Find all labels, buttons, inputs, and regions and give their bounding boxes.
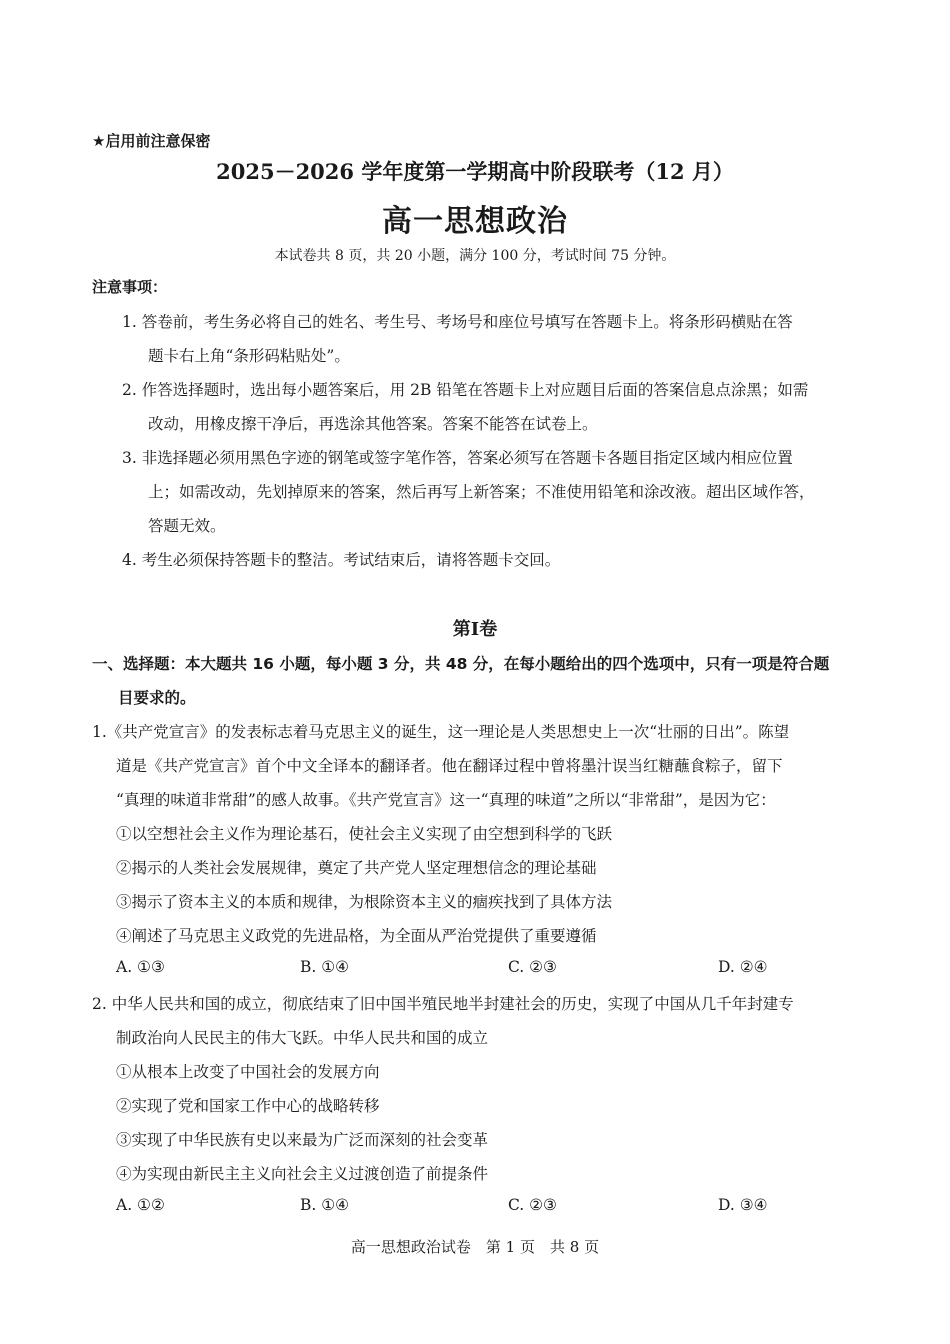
question-2-item: ②实现了党和国家工作中心的战略转移 <box>116 1097 380 1115</box>
note-line: 3. 非选择题必须用黑色字迹的钢笔或签字笔作答，答案必须写在答题卡各题目指定区域内相应位置 <box>122 449 793 467</box>
confidential-label: ★启用前注意保密 <box>92 132 211 150</box>
question-1-stem: “真理的味道非常甜”的感人故事。《共产党宣言》这一“真理的味道”之所以“非常甜”，是因为它： <box>116 791 776 809</box>
question-2-stem: 制政治向人民民主的伟大飞跃。中华人民共和国的成立 <box>116 1029 489 1047</box>
exam-info: 本试卷共 8 页，共 20 小题，满分 100 分，考试时间 75 分钟。 <box>274 248 676 264</box>
notes-heading: 注意事项： <box>92 278 168 296</box>
exam-title: 2025－2026 学年度第一学期高中阶段联考（12 月） <box>216 159 734 184</box>
note-line: 改动，用橡皮擦干净后，再选涂其他答案。答案不能答在试卷上。 <box>148 415 598 433</box>
question-1-option-a: A. ①③ <box>116 958 165 976</box>
note-line: 2. 作答选择题时，选出每小题答案后，用 2B 铅笔在答题卡上对应题目后面的答案信息点涂黑；如需 <box>122 381 809 399</box>
section-heading-cont: 目要求的。 <box>118 689 196 707</box>
note-line: 答题无效。 <box>148 517 226 535</box>
question-1-stem: 1.《共产党宣言》的发表标志着马克思主义的诞生，这一理论是人类思想史上一次“壮丽的日出”。陈望 <box>92 723 790 741</box>
part-title: 第Ⅰ卷 <box>452 619 498 640</box>
question-2-item: ①从根本上改变了中国社会的发展方向 <box>116 1063 380 1081</box>
note-line: 1. 答卷前，考生务必将自己的姓名、考生号、考场号和座位号填写在答题卡上。将条形码横贴在答 <box>122 313 793 331</box>
section-heading: 一、选择题：本大题共 16 小题，每小题 3 分，共 48 分，在每小题给出的四个选项中，只有一项是符合题 <box>92 655 830 673</box>
question-2-option-d: D. ③④ <box>718 1196 768 1214</box>
question-1-item: ④阐述了马克思主义政党的先进品格，为全面从严治党提供了重要遵循 <box>116 927 597 945</box>
note-line: 4. 考生必须保持答题卡的整洁。考试结束后，请将答题卡交回。 <box>122 551 561 569</box>
question-2-option-c: C. ②③ <box>508 1196 557 1214</box>
question-1-option-c: C. ②③ <box>508 958 557 976</box>
question-1-item: ①以空想社会主义作为理论基石，使社会主义实现了由空想到科学的飞跃 <box>116 825 613 843</box>
page-footer: 高一思想政治试卷 第 1 页 共 8 页 <box>350 1238 600 1256</box>
question-1-stem: 道是《共产党宣言》首个中文全译本的翻译者。他在翻译过程中曾将墨汁误当红糖蘸食粽子，留下 <box>116 757 783 775</box>
question-2-stem: 2. 中华人民共和国的成立，彻底结束了旧中国半殖民地半封建社会的历史，实现了中国从几千年封建专 <box>92 995 794 1013</box>
question-1-option-d: D. ②④ <box>718 958 768 976</box>
subject-title: 高一思想政治 <box>382 204 568 239</box>
note-line: 上；如需改动，先划掉原来的答案，然后再写上新答案；不准使用铅笔和涂改液。超出区域作答， <box>148 483 815 501</box>
question-1-item: ③揭示了资本主义的本质和规律，为根除资本主义的痼疾找到了具体方法 <box>116 893 613 911</box>
question-2-option-a: A. ①② <box>116 1196 165 1214</box>
question-2-item: ③实现了中华民族有史以来最为广泛而深刻的社会变革 <box>116 1131 489 1149</box>
note-line: 题卡右上角“条形码粘贴处”。 <box>148 347 350 365</box>
question-1-option-b: B. ①④ <box>300 958 350 976</box>
question-2-item: ④为实现由新民主主义向社会主义过渡创造了前提条件 <box>116 1165 489 1183</box>
question-1-item: ②揭示的人类社会发展规律，奠定了共产党人坚定理想信念的理论基础 <box>116 859 597 877</box>
question-2-option-b: B. ①④ <box>300 1196 350 1214</box>
